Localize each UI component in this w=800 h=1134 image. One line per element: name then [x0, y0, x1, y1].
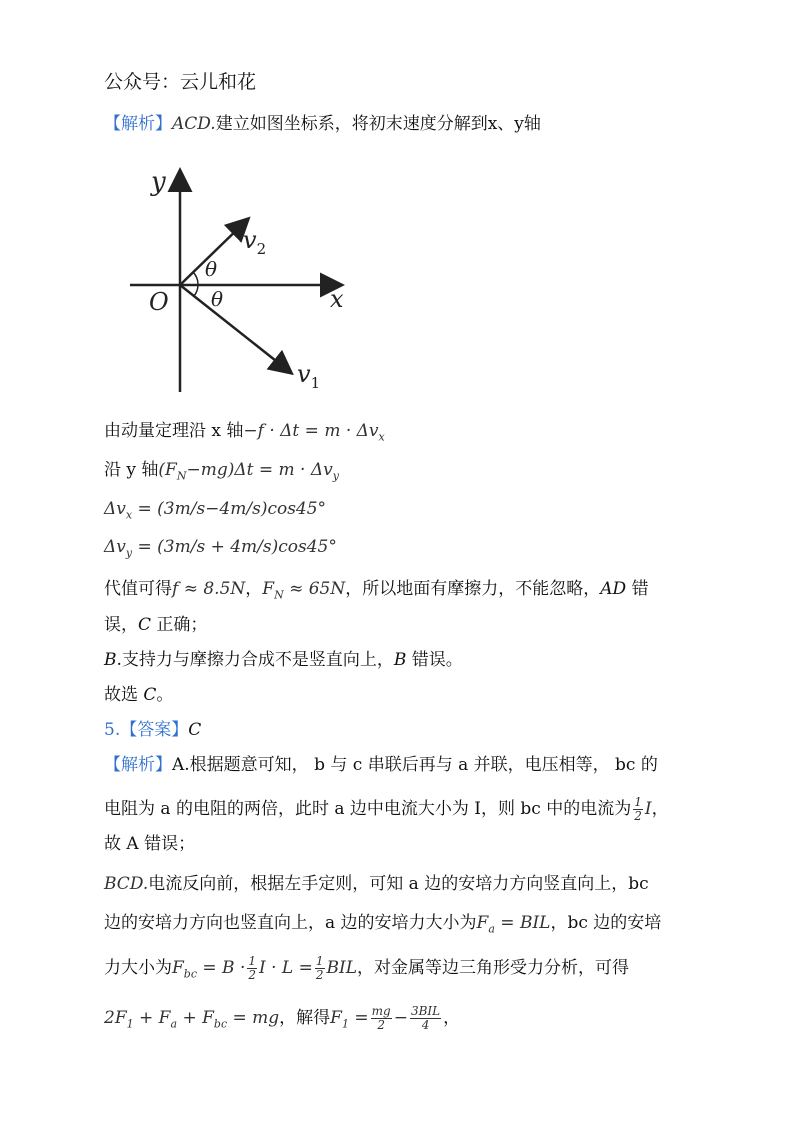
fbc-formula: $F_{bc} = B$ · $\frac{1}{2}$ I · L = $\frac{1}{2}$ BIL — [172, 954, 358, 982]
solve-text: ，解得 — [279, 1008, 331, 1028]
fbc-half-1: $\frac{1}{2}$ — [248, 954, 256, 982]
equation-dvy — [104, 535, 337, 565]
eq3-math: $\Delta v_x = (3m/s-4m/s)\cos 45^\circ$ — [104, 499, 327, 522]
eq2-text: 沿 y 轴 — [104, 460, 159, 480]
result-text-a: 代值可得 — [104, 579, 172, 599]
theta-upper-label: θ — [205, 257, 218, 281]
normal-force-value: $F_N \approx 65N$ — [262, 579, 346, 602]
f1-formula: $F_1$ = $\frac{mg}{2}$ − $\frac{\text{3BIL}}{4}$ — [330, 1004, 441, 1032]
option-b-text-2: 错误。 — [406, 650, 463, 670]
choose-text: 故选 — [104, 685, 144, 705]
q5-analysis-line-6 — [104, 955, 629, 986]
velocity-diagram — [125, 160, 365, 400]
q5-analysis-line-4 — [104, 872, 649, 896]
q5-analysis-line-3 — [104, 832, 195, 856]
q5-analysis-text-3: 故 A 错误； — [104, 834, 196, 854]
x-axis-label: x — [330, 285, 344, 313]
result-text-e: 正确； — [151, 615, 208, 635]
mg-fraction: $\frac{mg}{2}$ — [371, 1004, 391, 1032]
q5-analysis-line-1 — [104, 753, 658, 777]
header-title: 公众号：云儿和花 — [104, 71, 257, 93]
analysis-tag: 【解析】 — [104, 114, 172, 134]
q5-analysis-line-7 — [104, 1005, 460, 1036]
question-number: 5. — [104, 720, 121, 740]
result-text-d: 误， — [104, 615, 138, 635]
theta-arc-lower — [194, 285, 198, 296]
equation-y-momentum — [104, 458, 339, 488]
friction-value: f ≈ 8.5N — [172, 579, 246, 599]
theta-arc-upper — [193, 272, 198, 285]
result-line-2 — [104, 613, 207, 637]
result-c: C — [138, 615, 152, 635]
result-ad: AD — [600, 579, 627, 599]
answer-letters: ACD. — [172, 114, 216, 134]
question-5-answer — [104, 718, 201, 742]
bil-fraction: $\frac{\text{3BIL}}{4}$ — [410, 1004, 441, 1032]
q5-analysis-text-5a: 边的安培力方向也竖直向上，a 边的安培力大小为 — [104, 913, 477, 933]
q5-analysis-text-1: A.根据题意可知， b 与 c 串联后再与 a 并联，电压相等， bc 的 — [172, 755, 658, 775]
current-var: I — [644, 799, 652, 819]
origin-label: O — [149, 288, 169, 316]
fbc-half-2: $\frac{1}{2}$ — [315, 954, 324, 982]
q5-analysis-text-7-end: ， — [443, 1008, 461, 1028]
option-b-letter: B — [104, 650, 117, 670]
answer-letter: C — [188, 720, 202, 740]
choose-letter: C — [143, 685, 157, 705]
q5-analysis-line-5 — [104, 911, 661, 941]
analysis-text: 建立如图坐标系，将初末速度分解到x、y轴 — [215, 114, 541, 134]
fa-formula: $F_a$ = BIL — [476, 913, 551, 936]
analysis-line-1 — [104, 112, 541, 136]
equilibrium-equation: $2F_1 + F_a + F_{bc}$ = mg — [104, 1008, 280, 1031]
q5-analysis-text-5b: ，bc 边的安培 — [550, 913, 662, 933]
v2-label: $v_2$ — [243, 226, 267, 258]
answer-tag: 【答案】 — [120, 720, 189, 740]
bcd-letters: BCD. — [104, 874, 149, 894]
choose-end: 。 — [156, 685, 174, 705]
q5-analysis-text-2-end: ， — [651, 799, 669, 819]
eq1-math: $-f \cdot \Delta t = m \cdot \Delta v_x$ — [243, 421, 385, 444]
q5-analysis-tag: 【解析】 — [104, 755, 172, 775]
q5-analysis-text-4: 电流反向前，根据左手定则，可知 a 边的安培力方向竖直向上，bc — [148, 874, 649, 894]
equation-x-momentum — [104, 419, 385, 449]
v1-label: $v_1$ — [297, 360, 321, 392]
y-axis-label: y — [151, 167, 166, 197]
theta-lower-label: θ — [211, 287, 224, 311]
result-line-1 — [104, 577, 649, 607]
option-b-line — [104, 648, 463, 672]
half-fraction: $\frac{1}{2}$ — [634, 795, 642, 823]
equation-dvx — [104, 497, 326, 527]
eq2-math: $(F_N-mg)\Delta t = m \cdot \Delta v_y$ — [158, 460, 339, 483]
q5-analysis-text-6a: 力大小为 — [104, 958, 172, 978]
q5-analysis-text-6b: ，对金属等边三角形受力分析，可得 — [357, 958, 630, 978]
eq4-math: $\Delta v_y = (3m/s + 4m/s)\cos 45^\circ$ — [104, 537, 337, 560]
choose-line — [104, 683, 173, 707]
option-b-text: .支持力与摩擦力合成不是竖直向上， — [116, 650, 394, 670]
result-sep: ， — [245, 579, 263, 599]
option-b-letter-2: B — [393, 650, 407, 670]
q5-analysis-line-2 — [104, 796, 669, 823]
v1-vector — [180, 285, 290, 372]
eq1-text: 由动量定理沿 x 轴 — [104, 421, 244, 441]
result-text-c: 错 — [626, 579, 649, 599]
result-text-b: ，所以地面有摩擦力，不能忽略， — [345, 579, 601, 599]
q5-analysis-text-2: 电阻为 a 的电阻的两倍，此时 a 边中电流大小为 I，则 bc 中的电流为 — [104, 799, 632, 819]
